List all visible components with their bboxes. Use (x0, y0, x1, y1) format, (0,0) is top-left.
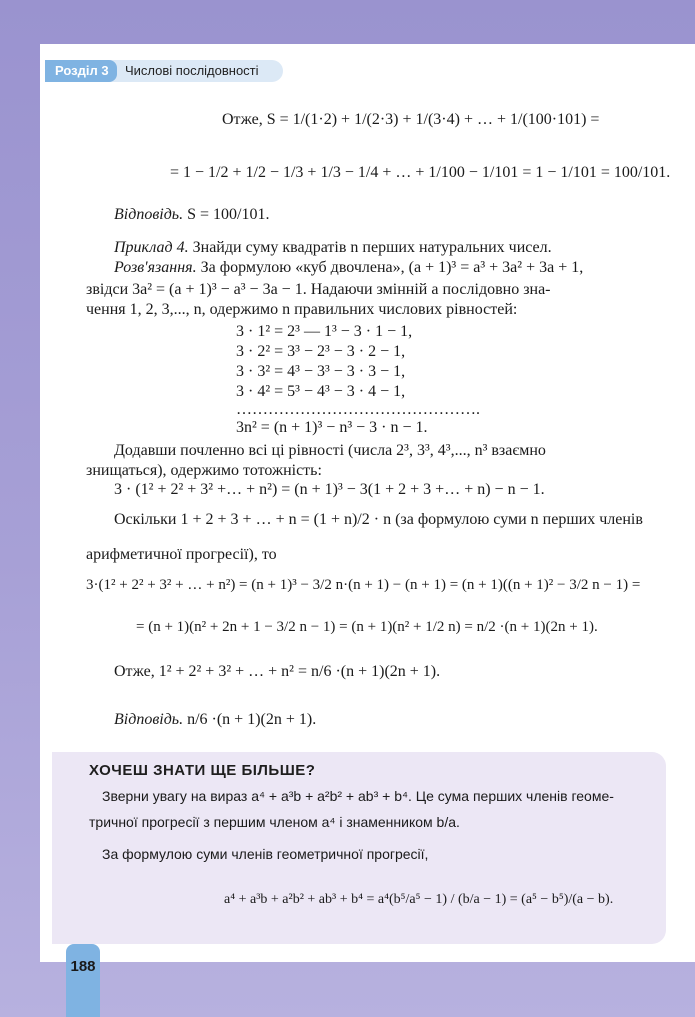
answer-2 (114, 710, 316, 730)
learn-more-formula: a⁴ + a³b + a²b² + ab³ + b⁴ = a⁴(b⁵/a⁵ − 1) / (b/a − 1) = (a⁵ − b⁵)/(a − b). (224, 892, 614, 907)
equation-1: 3 · 1² = 2³ — 1³ − 3 · 1 − 1, (236, 323, 413, 340)
learn-more-title: ХОЧЕШ ЗНАТИ ЩЕ БІЛЬШЕ? (89, 762, 316, 779)
answer-1-label: Відповідь. (114, 206, 184, 223)
example-heading (114, 238, 552, 258)
answer-1-value: S = 100/101. (187, 206, 270, 223)
solution-line-3: чення 1, 2, 3,..., n, одержимо n правильних числових рівностей: (86, 301, 518, 318)
section-number: Розділ 3 (45, 60, 117, 82)
page-number: 188 (66, 944, 100, 1017)
sum-line-1: Отже, S = 1/(1·2) + 1/(2·3) + 1/(3·4) + … + 1/(100·101) = (222, 111, 600, 128)
sum-line-2: = 1 − 1/2 + 1/2 − 1/3 + 1/3 − 1/4 + … + 1/100 − 1/101 = 1 − 1/101 = 100/101. (170, 164, 671, 181)
solution-line-1 (114, 258, 583, 278)
calc-line-1: 3·(1² + 2² + 3² + … + n²) = (n + 1)³ − 3/2 n·(n + 1) − (n + 1) = (n + 1)((n + 1)² − 3/2 n − 1) = (86, 577, 641, 593)
arithmetic-line: арифметичної прогресії), то (86, 546, 277, 563)
equation-dots: ………………………………………. (236, 401, 480, 418)
answer-2-value: n/6 ·(n + 1)(2n + 1). (187, 711, 317, 728)
add-line-1: Додавши почленно всі ці рівності (числа 2³, 3³, 4³,..., n³ взаємно (114, 442, 546, 459)
calc-line-2: = (n + 1)(n² + 2n + 1 − 3/2 n − 1) = (n + 1)(n² + 1/2 n) = n/2 ·(n + 1)(2n + 1). (136, 619, 598, 635)
example-label: Приклад 4. (114, 239, 189, 256)
identity-line: 3 · (1² + 2² + 3² +… + n²) = (n + 1)³ − 3(1 + 2 + 3 +… + n) − n − 1. (114, 481, 545, 498)
solution-text-1: За формулою «куб двочлена», (a + 1)³ = a³ + 3a² + 3a + 1, (200, 259, 584, 276)
answer-1 (114, 205, 269, 225)
learn-more-box (52, 752, 666, 944)
example-text: Знайди суму квадратів n перших натуральних чисел. (192, 239, 552, 256)
learn-more-line-1: Зверни увагу на вираз a⁴ + a³b + a²b² + ab³ + b⁴. Це сума перших членів геоме- (102, 788, 614, 804)
learn-more-line-3: За формулою суми членів геометричної прогресії, (102, 846, 429, 862)
answer-2-label: Відповідь. (114, 711, 184, 728)
learn-more-line-2: тричної прогресії з першим членом a⁴ і знаменником b/a. (89, 814, 460, 830)
add-line-2: знищаться), одержимо тотожність: (86, 462, 322, 479)
section-header (45, 60, 283, 82)
equation-2: 3 · 2² = 3³ − 2³ − 3 · 2 − 1, (236, 343, 406, 360)
since-line: Оскільки 1 + 2 + 3 + … + n = (1 + n)/2 · n (за формулою суми n перших членів (114, 511, 643, 528)
equation-n: 3n² = (n + 1)³ − n³ − 3 · n − 1. (236, 419, 428, 436)
solution-line-2: звідси 3a² = (a + 1)³ − a³ − 3a − 1. Надаючи змінній a послідовно зна- (86, 281, 551, 298)
result-line: Отже, 1² + 2² + 3² + … + n² = n/6 ·(n + 1)(2n + 1). (114, 663, 441, 680)
solution-label: Розв'язання. (114, 259, 197, 276)
equation-3: 3 · 3² = 4³ − 3³ − 3 · 3 − 1, (236, 363, 406, 380)
section-title: Числові послідовності (125, 63, 259, 78)
equation-4: 3 · 4² = 5³ − 4³ − 3 · 4 − 1, (236, 383, 406, 400)
